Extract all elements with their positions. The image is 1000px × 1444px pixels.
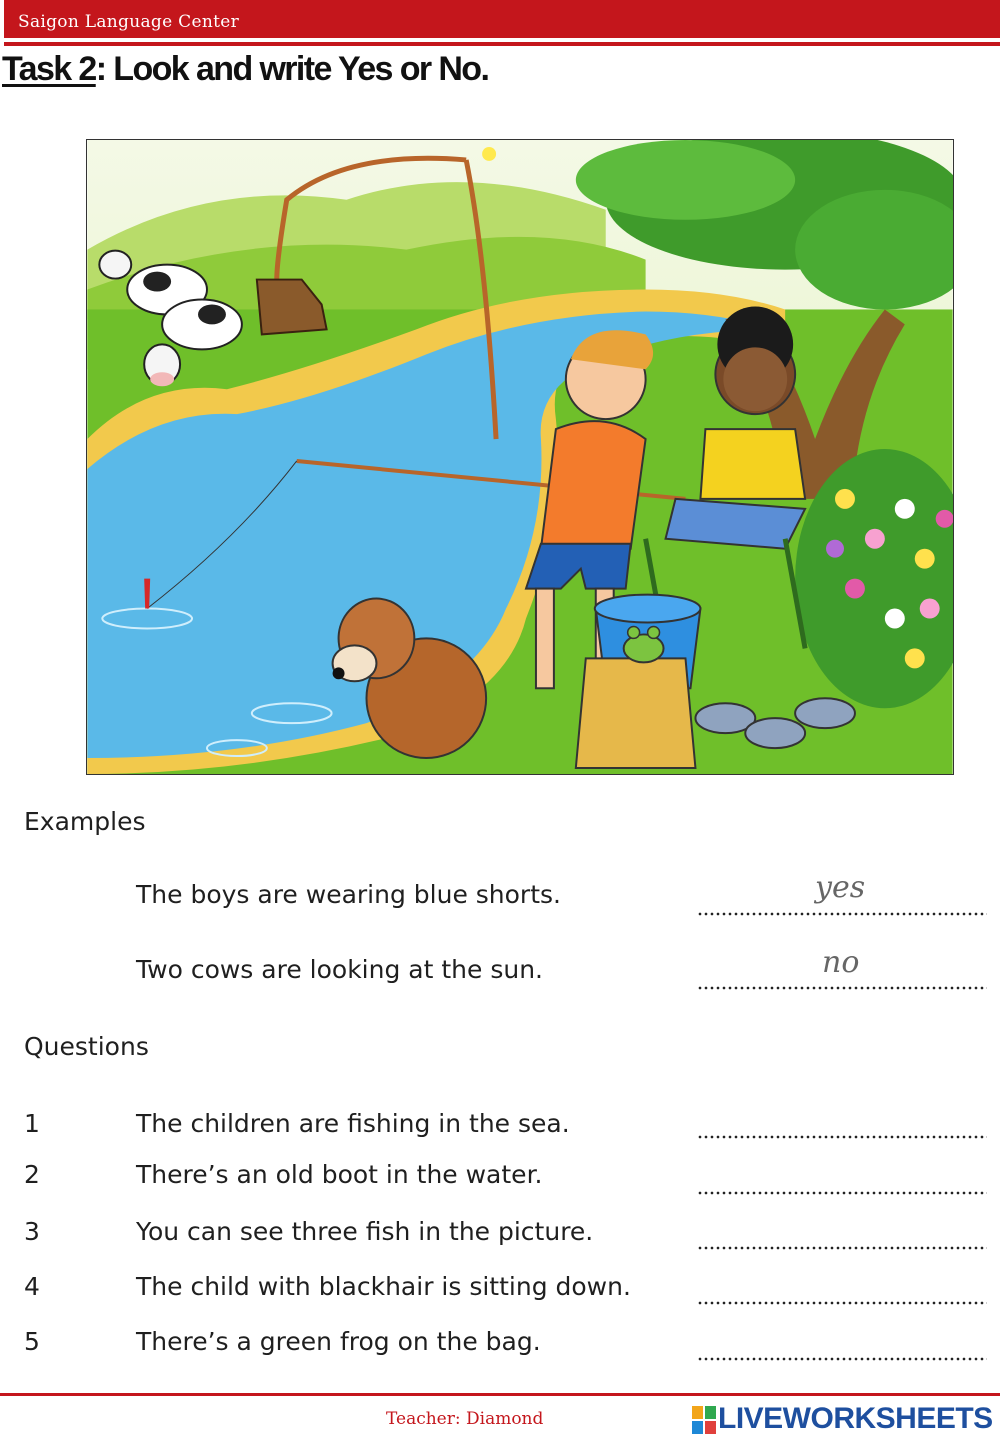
answer-field-1[interactable] bbox=[697, 1135, 987, 1139]
backpack bbox=[576, 658, 696, 768]
question-sentence-5: There’s a green frog on the bag. bbox=[136, 1327, 541, 1356]
liveworksheets-logo-icon bbox=[692, 1406, 716, 1434]
question-number-2: 2 bbox=[24, 1160, 40, 1189]
question-number-3: 3 bbox=[24, 1217, 40, 1246]
answer-field-5[interactable] bbox=[697, 1357, 987, 1361]
task-instruction: : Look and write Yes or No. bbox=[95, 50, 489, 88]
fishing-scene-illustration bbox=[86, 139, 954, 775]
answer-line-example-1[interactable] bbox=[697, 912, 987, 916]
examples-heading: Examples bbox=[24, 807, 146, 836]
liveworksheets-brand[interactable]: LIVEWORKSHEETS bbox=[718, 1402, 993, 1435]
example-answer-1: yes bbox=[815, 870, 866, 905]
sun-icon bbox=[482, 147, 496, 161]
example-sentence-2: Two cows are looking at the sun. bbox=[136, 955, 543, 984]
task-label: Task 2 bbox=[2, 50, 96, 88]
answer-line-example-2[interactable] bbox=[697, 986, 987, 990]
answer-field-4[interactable] bbox=[697, 1301, 987, 1305]
question-number-5: 5 bbox=[24, 1327, 40, 1356]
teacher-credit: Teacher: Diamond bbox=[386, 1409, 544, 1429]
question-number-4: 4 bbox=[24, 1272, 40, 1301]
question-sentence-2: There’s an old boot in the water. bbox=[136, 1160, 543, 1189]
footer-rule bbox=[0, 1393, 1000, 1396]
example-sentence-1: The boys are wearing blue shorts. bbox=[136, 880, 561, 909]
school-name: Saigon Language Center bbox=[18, 12, 240, 32]
header-rule bbox=[4, 42, 1000, 46]
question-sentence-1: The children are fishing in the sea. bbox=[136, 1109, 570, 1138]
task-title bbox=[2, 50, 488, 89]
example-answer-2: no bbox=[822, 945, 860, 980]
answer-field-3[interactable] bbox=[697, 1246, 987, 1250]
question-sentence-4: The child with blackhair is sitting down. bbox=[136, 1272, 631, 1301]
questions-heading: Questions bbox=[24, 1032, 149, 1061]
answer-field-2[interactable] bbox=[697, 1191, 987, 1195]
question-number-1: 1 bbox=[24, 1109, 40, 1138]
question-sentence-3: You can see three fish in the picture. bbox=[136, 1217, 594, 1246]
